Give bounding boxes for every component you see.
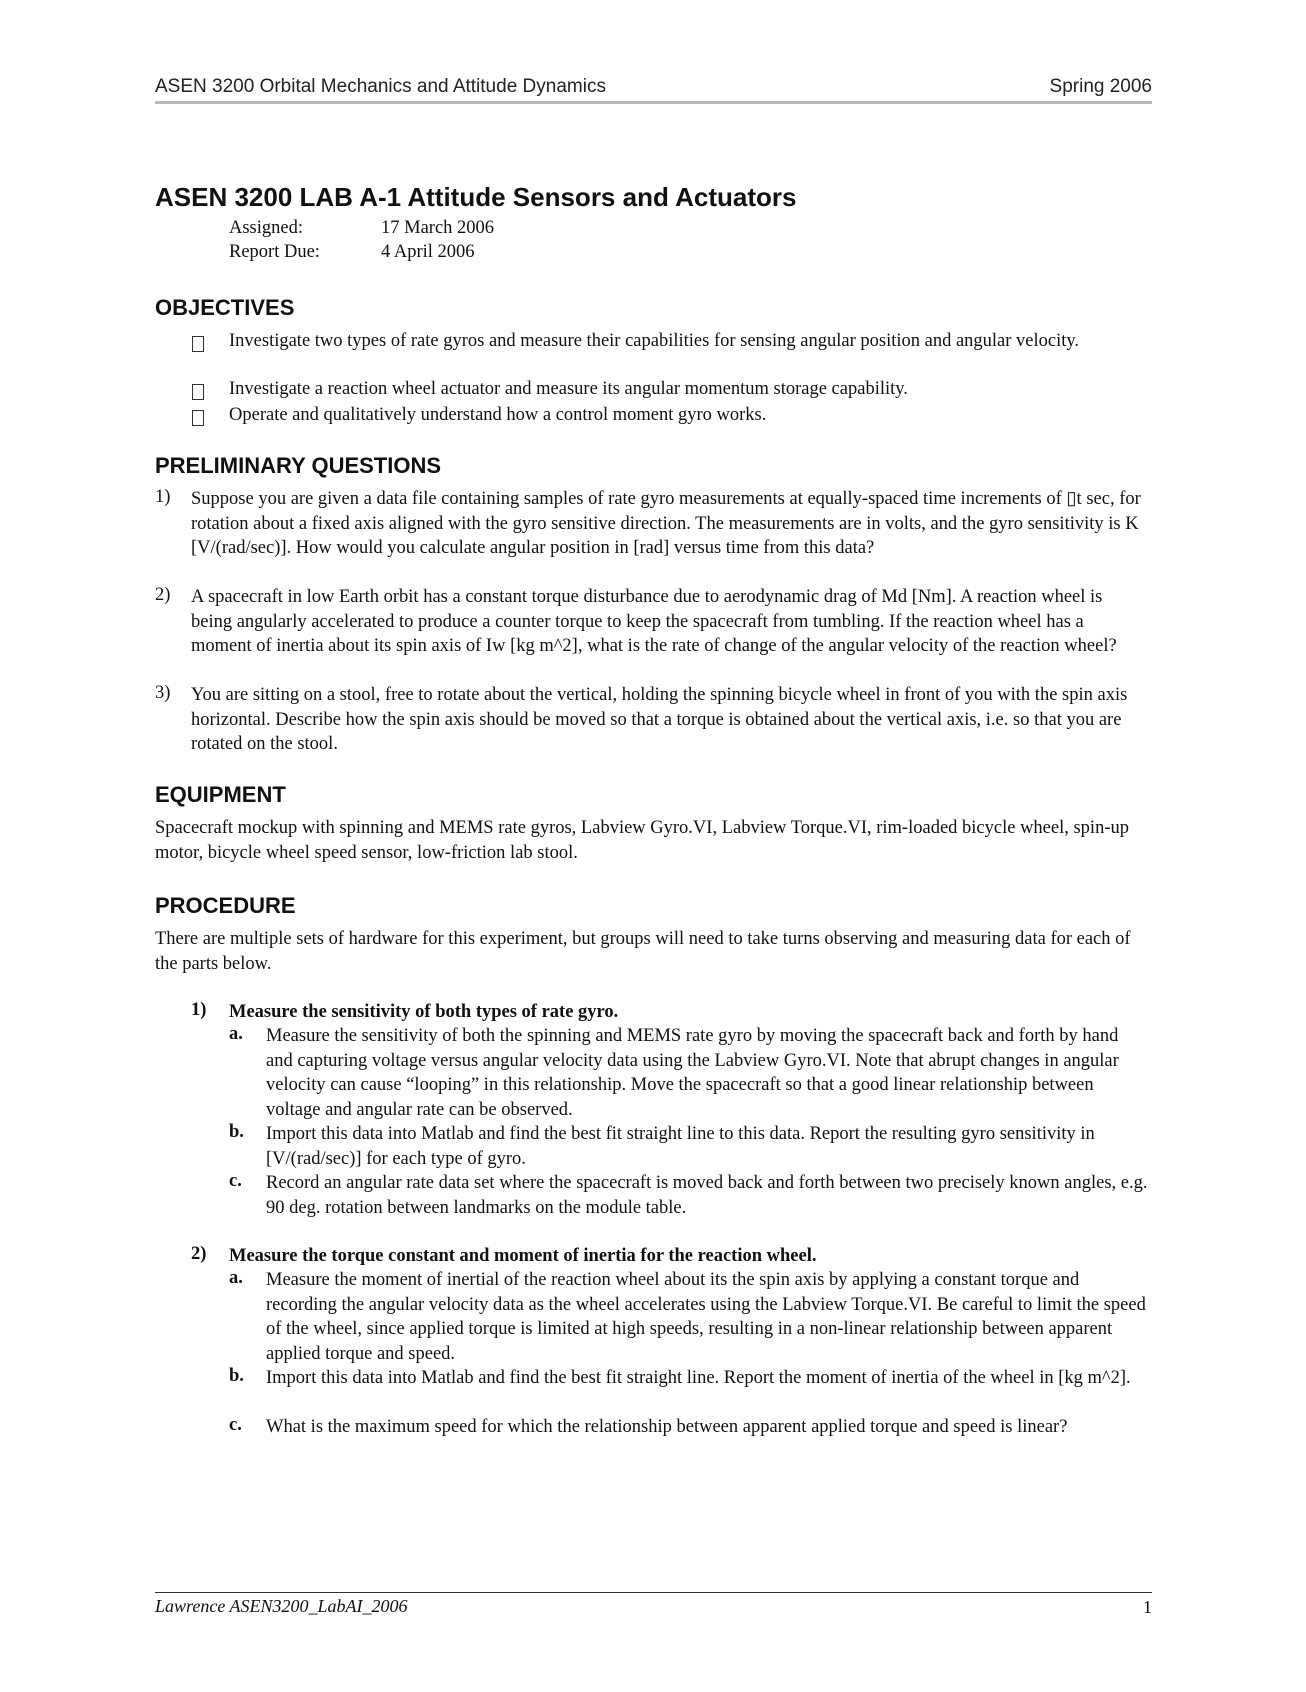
- due-date: 4 April 2006: [381, 242, 475, 262]
- objective-item: Investigate a reaction wheel actuator and measure its angular momentum storage capability.: [229, 379, 908, 399]
- question-text: A spacecraft in low Earth orbit has a constant torque disturbance due to aerodynamic drag of Md [Nm]. A reaction wheel is being angularly accelerated to produce a counter torque to keep the spacecraft from tumbling. If the reaction wheel has a moment of inertia about its spin axis of Iw [kg m^2], what is the rate of change of the angular velocity of the reaction wheel?: [191, 587, 1117, 656]
- header-term: Spring 2006: [1049, 76, 1152, 97]
- procedure-intro: There are multiple sets of hardware for this experiment, but groups will need to take turns observing and measuring data for each of the parts below.: [155, 929, 1131, 974]
- substep-label: a.: [229, 1268, 243, 1288]
- section-heading-objectives: OBJECTIVES: [155, 295, 295, 320]
- page-number: 1: [1143, 1597, 1152, 1617]
- equipment-text: Spacecraft mockup with spinning and MEMS rate gyros, Labview Gyro.VI, Labview Torque.VI, rim-loaded bicycle wheel, spin-up motor, bicycle wheel speed sensor, low-friction lab stool.: [155, 818, 1129, 863]
- substep-label: b.: [229, 1122, 244, 1142]
- assigned-date: 17 March 2006: [381, 218, 495, 238]
- header-rule: [155, 101, 1152, 104]
- substep-text: Import this data into Matlab and find the best fit straight line. Report the moment of inertia of the wheel in [kg m^2].: [266, 1368, 1131, 1388]
- question-number: 2): [155, 585, 171, 605]
- header-course: ASEN 3200 Orbital Mechanics and Attitude Dynamics: [155, 76, 606, 97]
- document-title: ASEN 3200 LAB A-1 Attitude Sensors and Actuators: [155, 182, 797, 212]
- footer-doc-id: Lawrence ASEN3200_LabAI_2006: [155, 1596, 408, 1616]
- bullet-icon: [192, 384, 204, 400]
- section-heading-preliminary: PRELIMINARY QUESTIONS: [155, 453, 442, 478]
- question-number: 1): [155, 487, 171, 507]
- question-number: 3): [155, 683, 171, 703]
- footer-rule: [155, 1592, 1152, 1593]
- running-header: [155, 74, 1152, 104]
- step-title: Measure the torque constant and moment of inertia for the reaction wheel.: [229, 1246, 817, 1266]
- substep-text: Record an angular rate data set where the spacecraft is moved back and forth between two precisely known angles, e.g. 90 deg. rotation between landmarks on the module table.: [266, 1173, 1148, 1218]
- substep-text: Measure the sensitivity of both the spinning and MEMS rate gyro by moving the spacecraft back and forth by hand and capturing voltage versus angular velocity data using the Labview Gyro.VI. Note that abrupt changes in angular velocity can cause “looping” in this relationship. Move the spacecraft so that a good linear relationship between voltage and angular rate can be observed.: [266, 1026, 1119, 1120]
- section-heading-procedure: PROCEDURE: [155, 893, 296, 918]
- substep-label: c.: [229, 1171, 242, 1191]
- bullet-icon: [192, 336, 204, 352]
- step-number: 1): [191, 1000, 207, 1020]
- bullet-icon: [192, 410, 204, 426]
- question-text: Suppose you are given a data file containing samples of rate gyro measurements at equally-spaced time increments of ▯t sec, for rotation about a fixed axis aligned with the gyro sensitive direction. The measurements are in volts, and the gyro sensitivity is K [V/(rad/sec)]. How would you calculate angular position in [rad] versus time from this data?: [191, 489, 1141, 558]
- step-title: Measure the sensitivity of both types of rate gyro.: [229, 1002, 619, 1022]
- assigned-label: Assigned:: [229, 218, 303, 238]
- objective-item: Operate and qualitatively understand how a control moment gyro works.: [229, 405, 767, 425]
- section-heading-equipment: EQUIPMENT: [155, 782, 286, 807]
- step-number: 2): [191, 1244, 207, 1264]
- substep-text: What is the maximum speed for which the relationship between apparent applied torque and speed is linear?: [266, 1417, 1068, 1437]
- due-label: Report Due:: [229, 242, 320, 262]
- objective-item: Investigate two types of rate gyros and measure their capabilities for sensing angular position and angular velocity.: [229, 331, 1080, 351]
- substep-label: c.: [229, 1415, 242, 1435]
- substep-label: a.: [229, 1024, 243, 1044]
- question-text: You are sitting on a stool, free to rotate about the vertical, holding the spinning bicycle wheel in front of you with the spin axis horizontal. Describe how the spin axis should be moved so that a torque is obtained about the vertical axis, i.e. so that you are rotated on the stool.: [191, 685, 1128, 754]
- substep-text: Measure the moment of inertial of the reaction wheel about its the spin axis by applying a constant torque and recording the angular velocity data as the wheel accelerates using the Labview Torque.VI. Be careful to limit the speed of the wheel, since applied torque is limited at high speeds, resulting in a non-linear relationship between apparent applied torque and speed.: [266, 1270, 1146, 1364]
- substep-label: b.: [229, 1366, 244, 1386]
- substep-text: Import this data into Matlab and find the best fit straight line to this data. Report the resulting gyro sensitivity in [V/(rad/sec)] for each type of gyro.: [266, 1124, 1095, 1169]
